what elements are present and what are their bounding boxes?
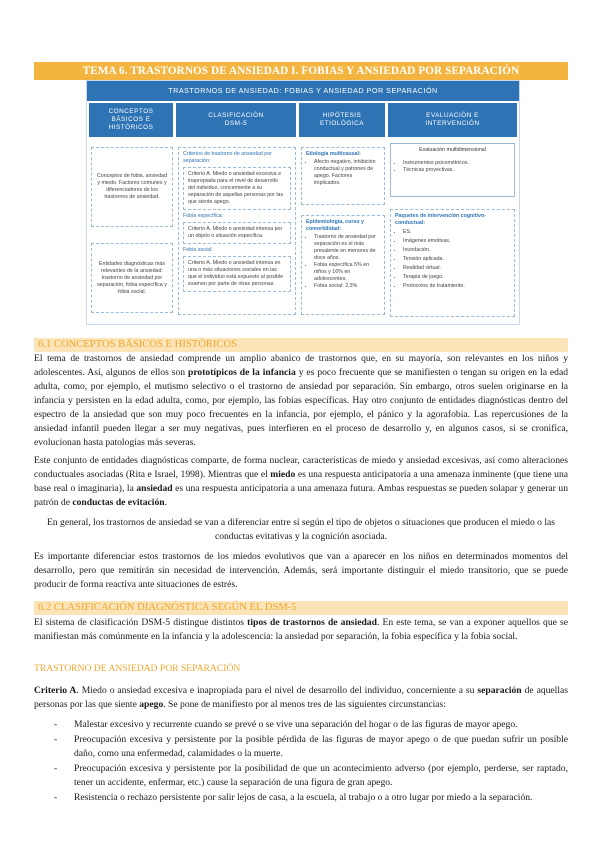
- etiologia-title: Etiología multicausal:: [306, 151, 361, 157]
- bold-term: Criterio A: [34, 685, 77, 696]
- bold-term: prototípicos de la infancia: [188, 367, 296, 378]
- etiologia-item: • Afecto negativo, inhibición conductual y patrones de apego. Factores implicados.: [314, 159, 380, 187]
- paragraph-intro: [34, 352, 568, 450]
- criterio-fobia-social-text: Criterio A. Miedo o ansiedad intensa en una o más situaciones sociales en las que el individuo está expuesto al posible examen por parte de otras personas.: [188, 260, 284, 287]
- bold-term: separación: [477, 685, 522, 696]
- conceptos-text: Conceptos de fobia, ansiedad y miedo. Factores comunes y diferenciadores de los trastornos de ansiedad.: [96, 173, 168, 200]
- criterio-separacion-text: Criterio A. Miedo o ansiedad excesiva e inapropiada para el nivel de desarrollo del individuo, concerniente a su separación de aquellas personas por las que siente apego.: [188, 171, 284, 205]
- paragraph-text: . Se pone de manifiesto por al menos tres de las siguientes circunstancias:: [163, 699, 446, 710]
- section-heading-6-1: 6.1 CONCEPTOS BÁSICOS E HISTÓRICOS: [34, 338, 568, 352]
- column-header-evaluacion: EVALUACIÓN E INTERVENCIÓN: [388, 103, 517, 137]
- intervencion-item: • Tensión aplicada.: [403, 255, 510, 264]
- paragraph-text: de aquellas personas por las que siente: [34, 685, 569, 710]
- intervencion-item: • Inundación.: [403, 246, 510, 255]
- concept-diagram: [86, 80, 520, 325]
- list-item: - Preocupación excesiva y persistente por la posible pérdida de las figuras de mayor apego o de que puedan sufrir un posible daño, como una enfermedad, calamidades o la muerte.: [34, 733, 568, 761]
- bold-term: apego: [139, 699, 164, 710]
- page-title: TEMA 6. TRASTORNOS DE ANSIEDAD I. FOBIAS Y ANSIEDAD POR SEPARACIÓN: [34, 62, 568, 80]
- paragraph-text: El tema de trastornos de ansiedad comprende un amplio abanico de trastornos que, en su mayoría, son relevantes en los niños y adolescentes. Así, algunos de ellos son: [34, 353, 568, 378]
- intervencion-item: • Imágenes emotivas.: [403, 237, 510, 246]
- bold-term: miedo: [270, 469, 296, 480]
- epidemiologia-item: • Trastorno de ansiedad por separación es el más prevalente en menores de doce años.: [314, 234, 380, 262]
- intervencion-item: • Protocolos de tratamiento.: [403, 282, 510, 291]
- list-item: - Resistencia o rechazo persistente por salir lejos de casa, a la escuela, al trabajo o a otro lugar por miedo a la separación.: [34, 791, 568, 805]
- criterio-separacion-box: [183, 167, 291, 210]
- clasificacion-box: [178, 147, 296, 315]
- subheading-ansiedad-separacion: TRASTORNO DE ANSIEDAD POR SEPARACIÓN: [34, 663, 241, 674]
- intervencion-box: [390, 209, 515, 317]
- paragraph-criterio-a: [34, 684, 568, 712]
- criterio-fobia-social-box: [183, 256, 291, 292]
- evaluacion-item: • Instrumentos psicométricos.: [403, 160, 510, 167]
- paragraph-text: . Miedo o ansiedad excesiva e inapropiada para el nivel de desarrollo del individuo, concerniente a su: [76, 685, 478, 696]
- paragraph-text: es una respuesta anticipatoria a una amenaza inminente (que tiene una base real o imaginaria), la: [34, 469, 568, 494]
- criteria-list: [34, 718, 568, 806]
- paragraph-text: y es poco frecuente que se manifiesten o tengan su origen en la edad adulta, como, por ejemplo, el mutismo selectivo o el trastorno de ansiedad por separación. Sin embargo, otros suelen originarse en la infancia y persisten en la edad adulta, como, por ejemplo, las fobias específicas. Hay otro conjunto de entidades diagnósticas dentro del espectro de la ansiedad que son muy poco frecuentes en la infancia, por ejemplo, el pánico y la agorafobia. Las repercusiones de la ansiedad infantil pueden llegar a ser muy negativas, pues interfieren en el proceso de desarrollo y, en algunos casos, si se cronifica, evolucionan hasta patologías más severas.: [34, 367, 568, 448]
- paragraph-dsm5: [34, 616, 568, 644]
- ansiedad-separacion-title: Criterios de trastorno de ansiedad por separación:: [183, 151, 272, 164]
- bold-term: tipos de trastornos de ansiedad: [247, 617, 377, 628]
- etiologia-box: [301, 147, 385, 205]
- column-header-conceptos: CONCEPTOS BÁSICOS E HISTÓRICOS: [89, 103, 173, 137]
- epidemiologia-title: Epidemiología, curso y comorbilidad:: [306, 219, 364, 232]
- epidemiologia-item: • Fobia social: 2,3%: [314, 283, 380, 290]
- diagram-header: TRASTORNOS DE ANSIEDAD: FOBIAS Y ANSIEDAD POR SEPARACIÓN: [87, 81, 519, 101]
- paragraph-diferenciacion: En general, los trastornos de ansiedad se van a diferenciar entre sí según el tipo de objetos o situaciones que producen el miedo o las conductas evitativas y la cognición asociada.: [46, 517, 556, 542]
- column-header-clasificacion: CLASIFICACIÓN DSM-5: [176, 103, 296, 137]
- evaluacion-title: Evaluación multidimensional: [419, 147, 486, 153]
- paragraph-text: Este conjunto de entidades diagnósticas comparte, de forma nuclear, características de miedo y ansiedad excesivas, así como alteraciones conductuales asociadas (Rita e Israel, 1998). Mientras que el: [34, 455, 568, 480]
- list-item: - Preocupación excesiva y persistente por la posibilidad de que un acontecimiento adverso (por ejemplo, perderse, ser raptado, tener un accidente, enfermar, etc.) cause la separación de una figura de gran apego.: [34, 762, 568, 790]
- conceptos-box: [91, 147, 173, 227]
- paragraph-text: es una respuesta anticipatoria a una amenaza futura. Ambas respuestas se pueden solapar y generar un patrón de: [34, 483, 568, 508]
- bold-term: ansiedad: [136, 483, 173, 494]
- fobia-especifica-title: Fobia específica:: [183, 213, 224, 219]
- fobia-social-title: Fobia social:: [183, 247, 213, 253]
- section-heading-6-2: 6.2 CLASIFICACIÓN DIAGNÓSTICA SEGÚN EL DSM-5: [34, 601, 568, 615]
- evaluacion-box: [390, 143, 515, 197]
- intervencion-item: • Terapia de juego.: [403, 273, 510, 282]
- intervencion-title: Paquetes de intervención cognitivo-conductual:: [395, 213, 486, 226]
- column-header-hipotesis: HIPÓTESIS ETIOLÓGICA: [299, 103, 385, 137]
- intervencion-item: • ES.: [403, 228, 510, 237]
- entidades-box: [91, 243, 173, 313]
- bold-term: conductas de evitación: [72, 497, 165, 508]
- list-item: - Malestar excesivo y recurrente cuando se prevé o se vive una separación del hogar o de las figuras de mayor apego.: [34, 718, 568, 732]
- entidades-text: Entidades diagnósticas más relevantes de la ansiedad: trastorno de ansiedad por separación, fobia específica y fobia social.: [97, 260, 167, 295]
- criterio-fobia-especifica-box: [183, 222, 291, 244]
- paragraph-text: El sistema de clasificación DSM-5 distingue distintos: [34, 617, 248, 628]
- intervencion-item: • Realidad virtual.: [403, 264, 510, 273]
- paragraph-text: . En este tema, se van a exponer aquellos que se manifiestan más comúnmente en la infancia y la adolescencia: la ansiedad por separación, la fobia específica y la fobia social.: [34, 617, 568, 642]
- paragraph-miedos-evolutivos: Es importante diferenciar estos trastornos de los miedos evolutivos que van a aparecer en los niños en determinados momentos del desarrollo, pero que remitirán sin necesidad de intervención. Además, será importante distinguir el miedo transitorio, que se puede producir de forma reactiva ante situaciones de estrés.: [34, 551, 568, 590]
- paragraph-miedo-ansiedad: [34, 454, 568, 510]
- epidemiologia-item: • Fobia específica 5% en niños y 16% en adolescentes.: [314, 262, 380, 283]
- paragraph-text: .: [164, 497, 167, 508]
- evaluacion-item: • Técnicas proyectivas.: [403, 167, 510, 174]
- criterio-fobia-especifica-text: Criterio A. Miedo o ansiedad intensa por un objeto o situación específica.: [188, 226, 283, 239]
- epidemiologia-box: [301, 215, 385, 315]
